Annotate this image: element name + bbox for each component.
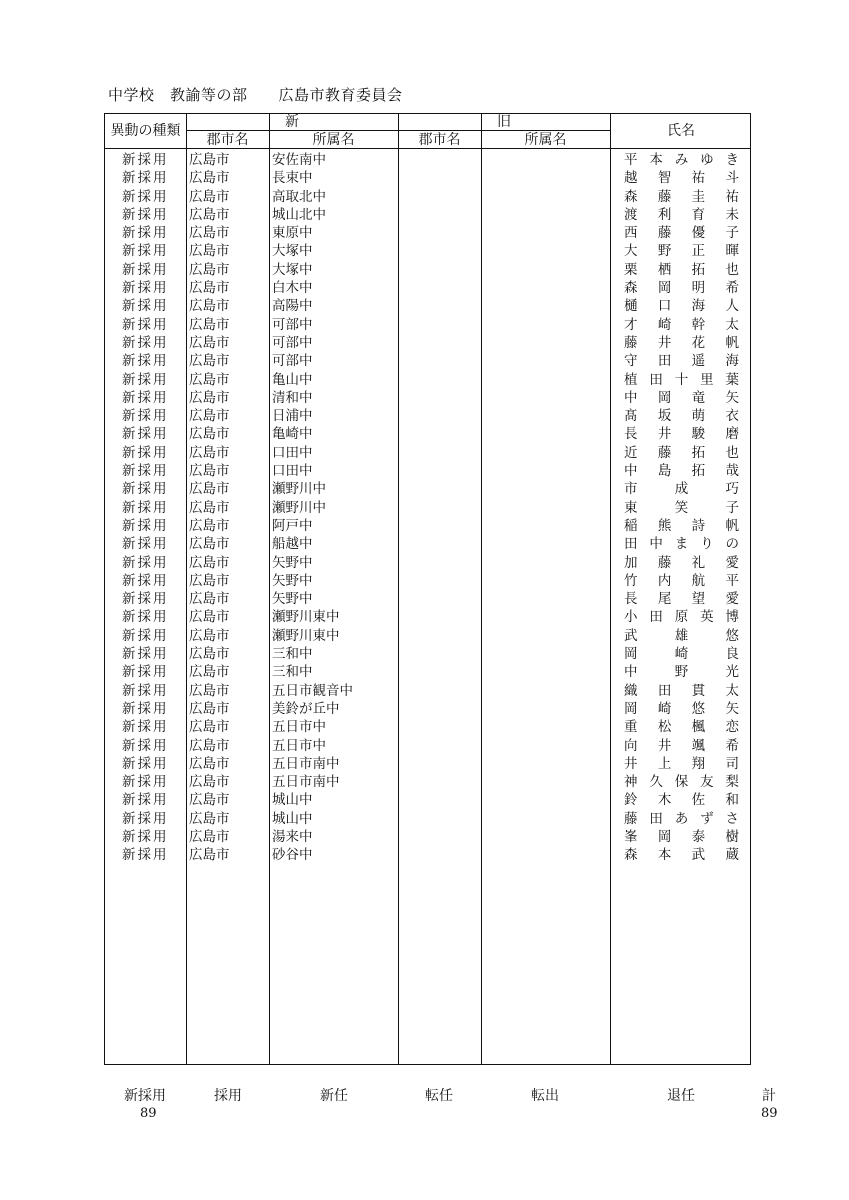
row-school: 瀬野川中 (272, 481, 326, 498)
header-old-city: 郡市名 (418, 132, 461, 148)
table-row (105, 444, 750, 462)
row-school: 三和中 (272, 646, 313, 663)
row-name: 森 本 武 蔵 (624, 847, 739, 864)
row-type: 新採用 (122, 334, 169, 351)
row-city: 広島市 (189, 298, 230, 315)
row-name: 栗 栖 拓 也 (624, 261, 739, 278)
summary-value-total: 89 (761, 1106, 778, 1121)
row-city: 広島市 (189, 591, 230, 608)
row-school: 船越中 (272, 536, 313, 553)
row-city: 広島市 (189, 389, 230, 406)
row-type: 新採用 (122, 206, 169, 223)
row-school: 瀬野川東中 (272, 609, 340, 626)
row-school: 砂谷中 (272, 847, 313, 864)
row-school: 亀崎中 (272, 426, 313, 443)
row-school: 口田中 (272, 444, 313, 461)
row-type: 新採用 (122, 280, 169, 297)
row-city: 広島市 (189, 261, 230, 278)
row-city: 広島市 (189, 646, 230, 663)
table-row (105, 517, 750, 535)
row-school: 湯来中 (272, 828, 313, 845)
row-type: 新採用 (122, 828, 169, 845)
row-city: 広島市 (189, 188, 230, 205)
row-name: 加 藤 礼 愛 (624, 554, 739, 571)
table-row (105, 682, 750, 700)
row-name: 藤 井 花 帆 (624, 334, 739, 351)
row-type: 新採用 (122, 536, 169, 553)
table-row (105, 279, 750, 297)
row-type: 新採用 (122, 353, 169, 370)
row-city: 広島市 (189, 719, 230, 736)
table-row (105, 663, 750, 681)
table-row (105, 737, 750, 755)
row-name: 守 田 遥 海 (624, 353, 739, 370)
row-city: 広島市 (189, 847, 230, 864)
table-row (105, 700, 750, 718)
row-city: 広島市 (189, 334, 230, 351)
row-name: 田 中 ま り の (624, 536, 739, 553)
row-city: 広島市 (189, 426, 230, 443)
row-type: 新採用 (122, 499, 169, 516)
row-school: 長束中 (272, 170, 313, 187)
table-row (105, 169, 750, 187)
row-school: 口田中 (272, 463, 313, 480)
table-row (105, 718, 750, 736)
row-name: 渡 利 育 未 (624, 206, 739, 223)
row-school: 五日市中 (272, 719, 326, 736)
header-new: 新 (285, 114, 299, 130)
row-type: 新採用 (122, 755, 169, 772)
row-name: 大 野 正 暉 (624, 243, 739, 260)
summary-label-shinsaiyo: 新採用 (124, 1088, 166, 1104)
row-city: 広島市 (189, 627, 230, 644)
row-name: 峯 岡 泰 樹 (624, 828, 739, 845)
row-name: 長 尾 望 愛 (624, 591, 739, 608)
table-row (105, 261, 750, 279)
row-name: 中 野 光 (624, 664, 739, 681)
table-row (105, 371, 750, 389)
row-type: 新採用 (122, 444, 169, 461)
row-type: 新採用 (122, 298, 169, 315)
row-city: 広島市 (189, 517, 230, 534)
row-type: 新採用 (122, 261, 169, 278)
header-new-city: 郡市名 (206, 132, 249, 148)
row-city: 広島市 (189, 609, 230, 626)
table-row (105, 334, 750, 352)
row-type: 新採用 (122, 664, 169, 681)
row-school: 可部中 (272, 353, 313, 370)
row-school: 大塚中 (272, 243, 313, 260)
table-row (105, 791, 750, 809)
row-type: 新採用 (122, 225, 169, 242)
row-type: 新採用 (122, 609, 169, 626)
table-row (105, 242, 750, 260)
row-type: 新採用 (122, 481, 169, 498)
table-row (105, 480, 750, 498)
summary-label-tenshutsu: 転出 (531, 1088, 559, 1104)
table-row (105, 590, 750, 608)
table-row (105, 755, 750, 773)
row-school: 高取北中 (272, 188, 326, 205)
row-type: 新採用 (122, 774, 169, 791)
row-school: 清和中 (272, 389, 313, 406)
row-city: 広島市 (189, 700, 230, 717)
row-school: 亀山中 (272, 371, 313, 388)
row-city: 広島市 (189, 664, 230, 681)
row-school: 瀬野川東中 (272, 627, 340, 644)
row-name: 樋 口 海 人 (624, 298, 739, 315)
row-city: 広島市 (189, 755, 230, 772)
row-name: 武 雄 悠 (624, 627, 739, 644)
table-row (105, 773, 750, 791)
row-type: 新採用 (122, 243, 169, 260)
row-school: 東原中 (272, 225, 313, 242)
row-city: 広島市 (189, 243, 230, 260)
row-school: 五日市南中 (272, 755, 340, 772)
row-type: 新採用 (122, 737, 169, 754)
row-name: 植 田 十 里 葉 (624, 371, 739, 388)
row-type: 新採用 (122, 682, 169, 699)
row-name: 藤 田 あ ず さ (624, 810, 739, 827)
header-name: 氏名 (667, 123, 695, 139)
table-row (105, 352, 750, 370)
row-school: 矢野中 (272, 554, 313, 571)
summary-label-saiyo: 採用 (214, 1088, 242, 1104)
row-city: 広島市 (189, 774, 230, 791)
row-school: 城山中 (272, 792, 313, 809)
row-type: 新採用 (122, 627, 169, 644)
row-name: 森 藤 圭 祐 (624, 188, 739, 205)
row-type: 新採用 (122, 188, 169, 205)
row-school: 大塚中 (272, 261, 313, 278)
row-type: 新採用 (122, 719, 169, 736)
row-name: 向 井 颯 希 (624, 737, 739, 754)
table-row (105, 554, 750, 572)
table-row (105, 297, 750, 315)
row-type: 新採用 (122, 463, 169, 480)
row-name: 才 崎 幹 太 (624, 316, 739, 333)
row-city: 広島市 (189, 536, 230, 553)
row-name: 井 上 翔 司 (624, 755, 739, 772)
row-city: 広島市 (189, 353, 230, 370)
row-name: 織 田 貫 太 (624, 682, 739, 699)
row-name: 神 久 保 友 梨 (624, 774, 739, 791)
table-row (105, 645, 750, 663)
row-city: 広島市 (189, 554, 230, 571)
table-row (105, 389, 750, 407)
personnel-table (104, 113, 751, 1065)
table-row (105, 462, 750, 480)
table-row (105, 499, 750, 517)
row-type: 新採用 (122, 792, 169, 809)
row-city: 広島市 (189, 225, 230, 242)
row-school: 矢野中 (272, 591, 313, 608)
row-name: 市 成 巧 (624, 481, 739, 498)
row-type: 新採用 (122, 517, 169, 534)
row-school: 日浦中 (272, 408, 313, 425)
table-row (105, 846, 750, 864)
table-row (105, 224, 750, 242)
row-school: 安佐南中 (272, 152, 326, 168)
row-school: 五日市南中 (272, 774, 340, 791)
row-school: 可部中 (272, 334, 313, 351)
row-name: 岡 崎 悠 矢 (624, 700, 739, 717)
row-type: 新採用 (122, 389, 169, 406)
row-school: 高陽中 (272, 298, 313, 315)
row-name: 平 本 み ゆ き (624, 152, 739, 168)
row-type: 新採用 (122, 170, 169, 187)
row-type: 新採用 (122, 426, 169, 443)
row-type: 新採用 (122, 572, 169, 589)
summary-label-tennin: 転任 (425, 1088, 453, 1104)
row-school: 美鈴が丘中 (272, 700, 340, 717)
row-city: 広島市 (189, 316, 230, 333)
row-city: 広島市 (189, 371, 230, 388)
row-name: 中 岡 竜 矢 (624, 389, 739, 406)
row-school: 城山中 (272, 810, 313, 827)
row-city: 広島市 (189, 170, 230, 187)
row-type: 新採用 (122, 646, 169, 663)
row-city: 広島市 (189, 499, 230, 516)
summary-value-shinsaiyo: 89 (140, 1106, 157, 1121)
row-name: 岡 崎 良 (624, 646, 739, 663)
table-row (105, 407, 750, 425)
table-row (105, 608, 750, 626)
row-school: 城山北中 (272, 206, 326, 223)
row-name: 髙 坂 萌 衣 (624, 408, 739, 425)
row-school: 五日市中 (272, 737, 326, 754)
table-row (105, 151, 750, 169)
table-row (105, 627, 750, 645)
summary-label-tainin: 退任 (667, 1088, 695, 1104)
row-city: 広島市 (189, 828, 230, 845)
row-city: 広島市 (189, 152, 230, 168)
row-city: 広島市 (189, 444, 230, 461)
table-row (105, 810, 750, 828)
row-city: 広島市 (189, 206, 230, 223)
row-type: 新採用 (122, 700, 169, 717)
row-name: 近 藤 拓 也 (624, 444, 739, 461)
table-row (105, 572, 750, 590)
table-row (105, 535, 750, 553)
row-type: 新採用 (122, 371, 169, 388)
row-city: 広島市 (189, 408, 230, 425)
table-body (105, 151, 750, 865)
row-city: 広島市 (189, 481, 230, 498)
summary-label-total: 計 (762, 1088, 776, 1104)
header-old: 旧 (497, 114, 511, 130)
row-school: 可部中 (272, 316, 313, 333)
table-row (105, 316, 750, 334)
row-name: 東 笑 子 (624, 499, 739, 516)
row-type: 新採用 (122, 591, 169, 608)
row-type: 新採用 (122, 408, 169, 425)
row-school: 矢野中 (272, 572, 313, 589)
row-type: 新採用 (122, 847, 169, 864)
row-type: 新採用 (122, 152, 169, 168)
row-city: 広島市 (189, 572, 230, 589)
row-school: 瀬野川中 (272, 499, 326, 516)
summary-label-shinnin: 新任 (320, 1088, 348, 1104)
table-row (105, 425, 750, 443)
row-type: 新採用 (122, 316, 169, 333)
row-city: 広島市 (189, 682, 230, 699)
row-school: 五日市観音中 (272, 682, 353, 699)
row-name: 西 藤 優 子 (624, 225, 739, 242)
row-school: 阿戸中 (272, 517, 313, 534)
table-row (105, 188, 750, 206)
row-name: 越 智 祐 斗 (624, 170, 739, 187)
header-new-school: 所属名 (312, 132, 355, 148)
row-name: 中 島 拓 哉 (624, 463, 739, 480)
row-city: 広島市 (189, 280, 230, 297)
row-name: 重 松 楓 恋 (624, 719, 739, 736)
row-city: 広島市 (189, 792, 230, 809)
row-type: 新採用 (122, 810, 169, 827)
row-name: 森 岡 明 希 (624, 280, 739, 297)
row-school: 白木中 (272, 280, 313, 297)
table-row (105, 206, 750, 224)
row-name: 鈴 木 佐 和 (624, 792, 739, 809)
header-type: 異動の種類 (110, 123, 181, 139)
row-name: 竹 内 航 平 (624, 572, 739, 589)
page-title: 中学校 教諭等の部 広島市教育委員会 (108, 86, 403, 104)
row-name: 長 井 駿 磨 (624, 426, 739, 443)
row-city: 広島市 (189, 737, 230, 754)
row-school: 三和中 (272, 664, 313, 681)
header-old-school: 所属名 (524, 132, 567, 148)
row-type: 新採用 (122, 554, 169, 571)
row-city: 広島市 (189, 810, 230, 827)
row-name: 稲 熊 詩 帆 (624, 517, 739, 534)
row-city: 広島市 (189, 463, 230, 480)
row-name: 小 田 原 英 博 (624, 609, 739, 626)
table-row (105, 828, 750, 846)
